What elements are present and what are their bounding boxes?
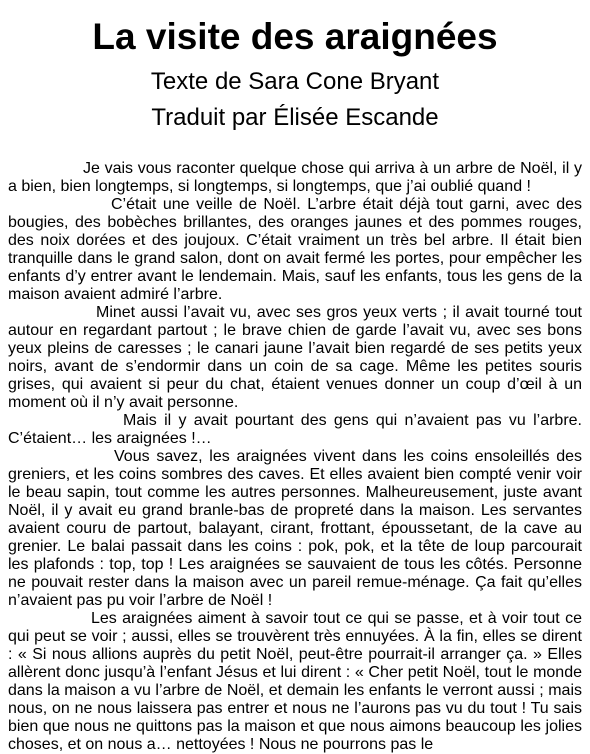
author-line: Texte de Sara Cone Bryant <box>150 68 440 95</box>
paragraph: C’était une veille de Noël. L’arbre était déjà tout garni, avec des bougies, des bobèches brillantes, des oranges jaunes et des pommes rouges, des noix dorées et des joujoux. C’était vraiment un très bel arbre. Il était bien tranquille dans le grand salon, dont on avait fermé les portes, pour empêcher les enfants d’y entrer avant le lendemain. Mais, sauf les enfants, tous les gens de la maison avaient admiré l’arbre. <box>8 196 582 303</box>
paragraph: Vous savez, les araignées vivent dans les coins ensoleillés des greniers, et les coins sombres des caves. Et elles avaient bien compté venir voir le beau sapin, tout comme les autres personnes. Malheureusement, juste avant Noël, il y avait eu grand branle-bas de propreté dans la maison. Les servantes avaient couru de partout, balayant, cirant, frottant, époussetant, de la cave au grenier. Le balai passait dans les coins : pok, pok, et la tête de loup parcourait les plafonds : top, top ! Les araignées se sauvaient de tous les côtés. Personne ne pouvait rester dans la maison avec un pareil remue-ménage. Ça fait qu’elles n’avaient pas pu voir l’arbre de Noël ! <box>8 448 582 609</box>
paragraph: Minet aussi l’avait vu, avec ses gros yeux verts ; il avait tourné tout autour en regardant partout ; le brave chien de garde l’avait vu, avec ses bons yeux pleins de caresses ; le canari jaune l’avait bien regardé de ses petits yeux noirs, avant de s’endormir dans un coin de sa cage. Même les petites souris grises, qui avaient si peur du chat, étaient venues donner un coup d’œil à un moment où il n’y avait personne. <box>8 304 582 411</box>
story-body <box>8 160 582 754</box>
paragraph: Les araignées aiment à savoir tout ce qui se passe, et à voir tout ce qui peut se voir ; aussi, elles se trouvèrent très ennuyées. À la fin, elles se dirent : « Si nous allions auprès du petit Noël, peut-être pourrait-il arranger ça. » Elles allèrent donc jusqu’à l’enfant Jésus et lui dirent : « Cher petit Noël, tout le monde dans la maison a vu l’arbre de Noël, et demain les enfants le verront aussi ; mais nous, on ne nous laissera pas entrer et nous ne l’aurons pas vu du tout ! Tu sais bien que nous ne quittons pas la maison et que nous aimons beaucoup les jolies choses, et on nous a… nettoyées ! Nous ne pourrons pas le <box>8 610 582 753</box>
translator-line: Traduit par Élisée Escande <box>151 104 439 131</box>
paragraph: Je vais vous raconter quelque chose qui arriva à un arbre de Noël, il y a bien, bien longtemps, si longtemps, si longtemps, que j’ai oublié quand ! <box>8 160 582 195</box>
page-title: La visite des araignées <box>92 16 498 57</box>
document-page <box>8 0 582 754</box>
paragraph: Mais il y avait pourtant des gens qui n’avaient pas vu l’arbre. C’étaient… les araignées !… <box>8 412 582 447</box>
